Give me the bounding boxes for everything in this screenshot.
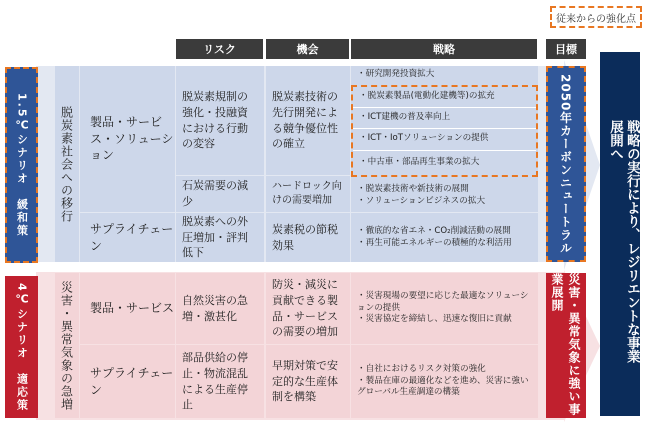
strategy-item: ・ICT建機の普及率向上 [359,111,451,122]
enhancement-legend: 従来からの強化点 [550,6,642,28]
risk-external-pressure: 脱炭素への外圧増加・評判低下 [176,213,264,262]
risk-natural-disaster: 自然災害の急増・激甚化 [176,273,264,344]
category-supply-bottom: サプライチェーン [80,345,175,418]
risk-decarb-regulation: 脱炭素規制の強化・投融資における行動の変容 [176,66,264,175]
goal-disaster-resilient: 災害・異常気象に強い事業展開 [546,273,586,418]
final-outcome: 戦略の実行により、レジリエントな事業展開へ [607,120,640,363]
strategy-tech-deploy: ・脱炭素技術や新技術の展開 ・ソリューションビジネスの拡大 [357,184,486,206]
strategy-item: ・研究開発投資拡大 [357,69,435,80]
header-opportunity: 機会 [266,39,349,59]
opp-carbon-tax: 炭素税の節税効果 [266,213,350,262]
strategy-item: ・中古車・部品再生事業の拡大 [359,156,480,167]
scenario-4c: 4℃シナリオ 適応策 [5,276,38,418]
category-products-bottom: 製品・サービス [80,273,175,344]
header-strategy: 戦略 [351,39,537,59]
opp-hardrock: ハードロック向けの需要増加 [266,176,350,212]
section-decarbonization: 脱炭素社会への移行 [55,66,79,262]
opp-stable-production: 早期対策で安定的な生産体制を構築 [266,345,350,418]
header-goal: 目標 [546,39,586,59]
opp-disaster-demand: 防災・減災に貢献できる製品・サービスの需要の増加 [266,273,350,344]
strategy-item: ・ICT・IoTソリューションの提供 [359,133,489,144]
strategy-products-bottom: ・災害現場の要望に応じた最適なソリューションの提供 ・災害協定を締結し、迅速な復旧に貢献 [351,273,538,344]
strategy-supply-top: ・徹底的な省エネ・CO₂削減活動の展開 ・再生可能エネルギーの積極的な利活用 [351,213,538,262]
strategy-item: ・脱炭素製品(電動化建機等)の拡充 [359,90,495,101]
strategy-rnd [351,66,538,84]
risk-supply-stop: 部品供給の停止・物流混乱による生産停止 [176,345,264,418]
category-products-top: 製品・サービス・ソリューション [80,66,175,212]
section-disaster: 災害・異常気象の急増 [55,273,79,418]
header-risk: リスク [176,39,263,59]
goal-carbon-neutral: 2050年カーボンニュートラル [546,66,586,262]
opp-decarb-tech: 脱炭素技術の先行開発による競争優位性の確立 [266,66,350,175]
scenario-1-5c: 1.5℃シナリオ 緩和策 [5,67,38,263]
risk-coal-demand: 石炭需要の減少 [176,176,264,212]
category-supply-top: サプライチェーン [80,213,175,262]
strategy-supply-bottom: ・自社におけるリスク対策の強化 ・製品在庫の最適化などを進め、災害に強いグローバル生産調達の構築 [351,345,538,418]
